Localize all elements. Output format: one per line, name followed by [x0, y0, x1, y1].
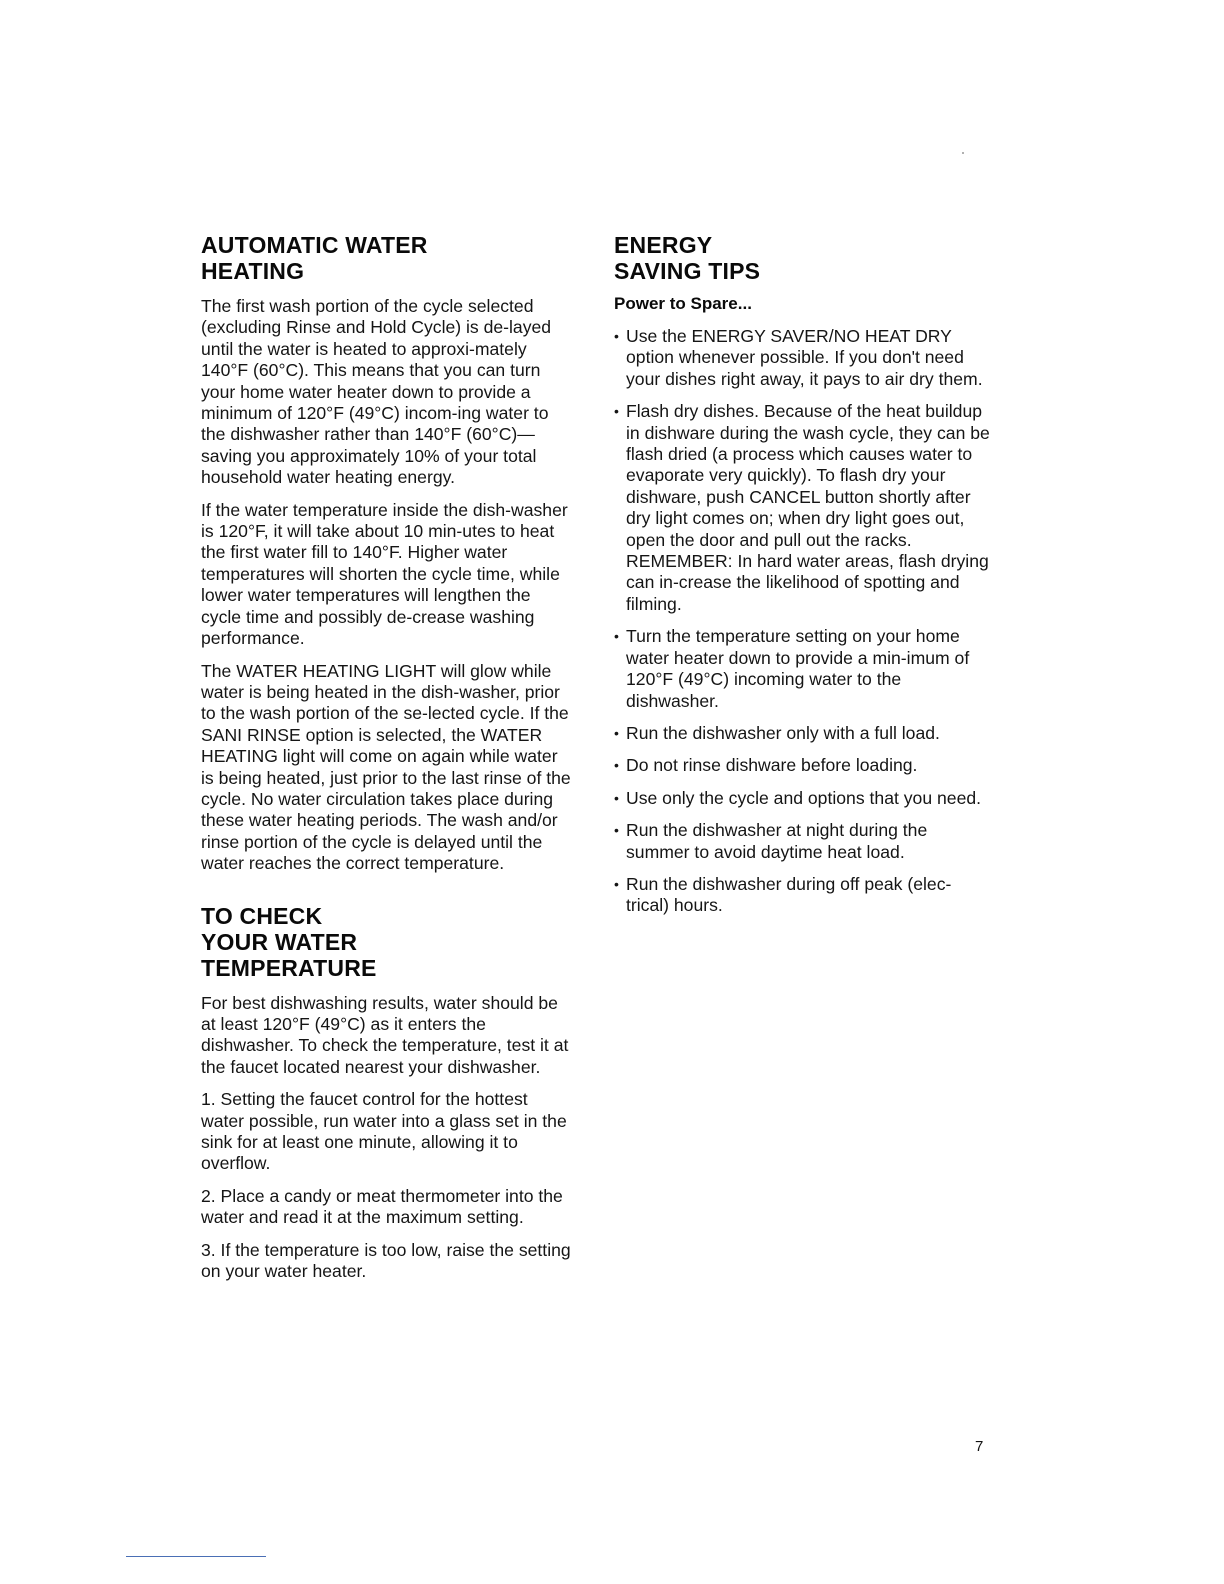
energy-saving-tips-heading: ENERGY SAVING TIPS	[614, 232, 761, 284]
bullet-icon: •	[614, 875, 619, 892]
check-temp-step-3: 3. If the temperature is too low, raise the setting on your water heater.	[201, 1239, 571, 1282]
list-item	[614, 755, 990, 776]
tip-text: Do not rinse dishware before loading.	[626, 755, 918, 776]
check-temp-step-1: 1. Setting the faucet control for the hottest water possible, run water into a glass set in the sink for at least one minute, allowing it to overflow.	[201, 1089, 567, 1174]
list-item	[614, 326, 990, 390]
water-heating-paragraph-2: If the water temperature inside the dish-washer is 120°F, it will take about 10 min-utes to heat the first water fill to 140°F. Higher water temperatures will shorten the cycle time, while lower water temperatures will lengthen the cycle time and possibly de-crease washing performance.	[201, 499, 568, 649]
energy-tips-list	[614, 326, 990, 917]
tip-text: Use the ENERGY SAVER/NO HEAT DRY option whenever possible. If you don't need your dishes right away, it pays to air dry them.	[626, 326, 983, 389]
bullet-icon: •	[614, 724, 619, 741]
list-item	[614, 788, 990, 809]
bullet-icon: •	[614, 403, 619, 420]
page-number: 7	[975, 1438, 984, 1455]
water-heating-paragraph-3: The WATER HEATING LIGHT will glow while water is being heated in the dish-washer, prior to the wash portion of the se-lected cycle. If the SANI RINSE option is selected, the WATER HEATING light will come on again while water is being heated, just prior to the last rinse of the cycle. No water circulation takes place during these water heating periods. The wash and/or rinse portion of the cycle is delayed until the water reaches the correct temperature.	[201, 660, 571, 874]
automatic-water-heating-heading: AUTOMATIC WATER HEATING	[201, 232, 428, 284]
tip-text: Flash dry dishes. Because of the heat buildup in dishware during the wash cycle, they can be flash dried (a process which causes water to evaporate very quickly). To flash dry your dishware, push CANCEL button shortly after dry light comes on; when dry light goes out, open the door and pull out the racks. REMEMBER: In hard water areas, flash drying can in-crease the likelihood of spotting and filming.	[626, 401, 990, 614]
check-water-temperature-heading: TO CHECK YOUR WATER TEMPERATURE	[201, 902, 377, 981]
bullet-icon: •	[614, 328, 619, 344]
list-item	[614, 874, 990, 917]
tip-text: Use only the cycle and options that you need.	[626, 787, 982, 808]
right-column	[614, 232, 990, 928]
tip-text: Run the dishwasher at night during the summer to avoid daytime heat load.	[626, 820, 928, 862]
bullet-icon: •	[614, 628, 619, 645]
bullet-icon: •	[614, 757, 619, 774]
left-column	[201, 232, 573, 1293]
water-heating-paragraph-1: The first wash portion of the cycle selected (excluding Rinse and Hold Cycle) is de-layed until the water is heated to approxi-mately 140°F (60°C). This means that you can turn your home water heater down to provide a minimum of 120°F (49°C) incom-ing water to the dishwasher rather than 140°F (60°C)—saving you approximately 10% of your total household water heating energy.	[201, 296, 552, 488]
list-item	[614, 626, 990, 712]
footer-divider	[126, 1556, 266, 1557]
tip-text: Turn the temperature setting on your home water heater down to provide a min-imum of 120°F (49°C) incoming water to the dishwasher.	[626, 626, 970, 711]
list-item	[614, 401, 990, 615]
check-temp-step-2: 2. Place a candy or meat thermometer into the water and read it at the maximum setting.	[201, 1185, 563, 1228]
check-temp-intro-paragraph: For best dishwashing results, water should be at least 120°F (49°C) as it enters the dishwasher. To check the temperature, test it at the faucet located nearest your dishwasher.	[201, 992, 569, 1077]
tip-text: Run the dishwasher only with a full load.	[626, 722, 940, 743]
bullet-icon: •	[614, 822, 619, 839]
list-item	[614, 723, 990, 744]
tip-text: Run the dishwasher during off peak (elec-trical) hours.	[626, 873, 952, 916]
power-to-spare-subheading: Power to Spare...	[614, 294, 752, 313]
list-item	[614, 820, 990, 863]
scan-speck	[962, 152, 964, 154]
bullet-icon: •	[614, 789, 619, 806]
